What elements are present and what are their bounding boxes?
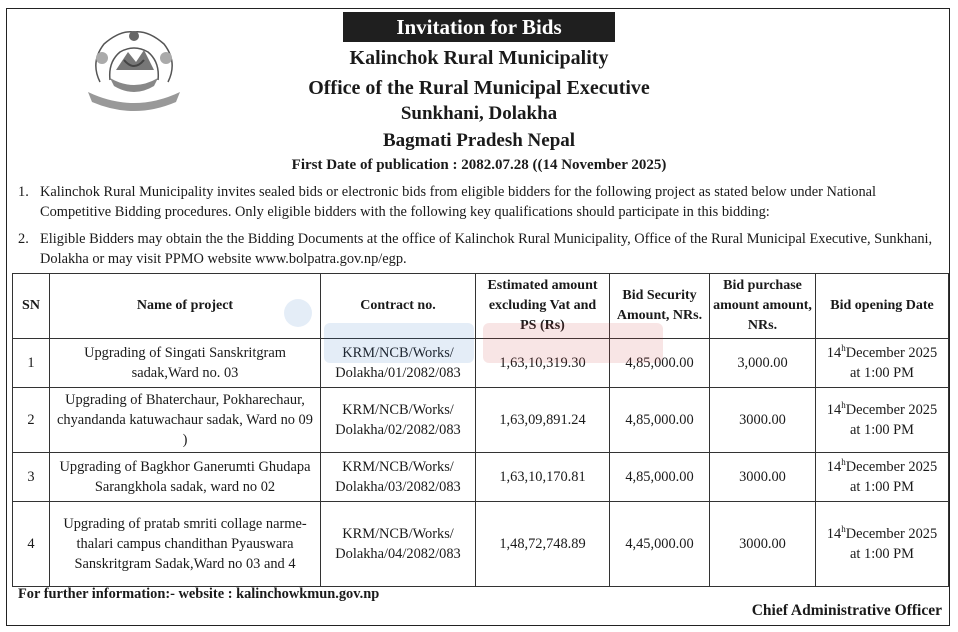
cell-project: Upgrading of Bhaterchaur, Pokharechaur, chyandanda katuwachaur sadak, Ward no 09 ) <box>50 388 321 453</box>
col-header-contract: Contract no. <box>321 274 476 339</box>
date-rest: December 2025 <box>845 459 938 475</box>
cell-opening-date <box>816 453 949 502</box>
date-suffix: h <box>841 400 846 411</box>
table-row <box>13 453 949 502</box>
paragraph-2 <box>14 229 944 269</box>
bids-table <box>12 273 949 587</box>
col-header-project: Name of project <box>50 274 321 339</box>
col-header-security: Bid Security Amount, NRs. <box>610 274 710 339</box>
cell-purchase: 3000.00 <box>710 502 816 587</box>
table-header-row <box>13 274 949 339</box>
paragraph-text: Eligible Bidders may obtain the the Bidding Documents at the office of Kalinchok Rural Municipality, Office of the Rural Municipal Executive, Sunkhani, Dolakha or may visit PPMO website www.bolpatra.gov.np/egp. <box>40 231 933 267</box>
date-rest: December 2025 <box>845 402 938 418</box>
date-day: 14 <box>826 402 842 418</box>
col-header-estimate: Estimated amount excluding Vat and PS (Rs) <box>476 274 610 339</box>
paragraph-1 <box>14 182 944 222</box>
cell-purchase: 3000.00 <box>710 453 816 502</box>
cell-contract: KRM/NCB/Works/ Dolakha/03/2082/083 <box>321 453 476 502</box>
cell-estimate: 1,63,10,319.30 <box>476 339 610 388</box>
col-header-opening-date: Bid opening Date <box>816 274 949 339</box>
further-info: For further information:- website : kalinchowkmun.gov.np <box>18 586 380 602</box>
date-day: 14 <box>826 459 842 475</box>
date-suffix: h <box>841 343 846 354</box>
cell-security: 4,85,000.00 <box>610 339 710 388</box>
date-suffix: h <box>841 457 846 468</box>
cell-project: Upgrading of Singati Sanskritgram sadak,Ward no. 03 <box>50 339 321 388</box>
cell-opening-date <box>816 339 949 388</box>
cell-estimate: 1,63,09,891.24 <box>476 388 610 453</box>
cell-opening-date <box>816 502 949 587</box>
office-name: Office of the Rural Municipal Executive <box>308 77 650 99</box>
cell-sn: 4 <box>13 502 50 587</box>
cell-project: Upgrading of pratab smriti collage narme-thalari campus chandithan Pyauswara Sanskritgram Sadak,Ward no 03 and 4 <box>50 502 321 587</box>
date-rest: December 2025 <box>845 345 938 361</box>
cell-security: 4,85,000.00 <box>610 388 710 453</box>
cell-purchase: 3000.00 <box>710 388 816 453</box>
cell-estimate: 1,63,10,170.81 <box>476 453 610 502</box>
cell-contract: KRM/NCB/Works/ Dolakha/02/2082/083 <box>321 388 476 453</box>
date-day: 14 <box>826 526 842 542</box>
paragraph-number: 1. <box>18 184 29 200</box>
table-row <box>13 388 949 453</box>
cell-purchase: 3,000.00 <box>710 339 816 388</box>
cell-estimate: 1,48,72,748.89 <box>476 502 610 587</box>
opening-time: at 1:00 PM <box>850 422 914 438</box>
table-row <box>13 502 949 587</box>
location-line: Sunkhani, Dolakha <box>400 103 558 124</box>
province-line: Bagmati Pradesh Nepal <box>382 130 576 151</box>
date-suffix: h <box>841 524 846 535</box>
municipality-name: Kalinchok Rural Municipality <box>349 47 609 69</box>
cell-sn: 1 <box>13 339 50 388</box>
cell-security: 4,85,000.00 <box>610 453 710 502</box>
cell-opening-date <box>816 388 949 453</box>
table-row <box>13 339 949 388</box>
opening-time: at 1:00 PM <box>850 546 914 562</box>
opening-time: at 1:00 PM <box>850 365 914 381</box>
col-header-purchase: Bid purchase amount amount, NRs. <box>710 274 816 339</box>
col-header-sn: SN <box>13 274 50 339</box>
cell-sn: 2 <box>13 388 50 453</box>
cell-project: Upgrading of Bagkhor Ganerumti Ghudapa Sarangkhola sadak, ward no 02 <box>50 453 321 502</box>
cell-contract: KRM/NCB/Works/ Dolakha/04/2082/083 <box>321 502 476 587</box>
banner-title: Invitation for Bids <box>343 12 615 42</box>
signature-title: Chief Administrative Officer <box>751 602 942 619</box>
cell-contract: KRM/NCB/Works/ Dolakha/01/2082/083 <box>321 339 476 388</box>
publication-date: First Date of publication : 2082.07.28 ((14 November 2025) <box>291 157 667 173</box>
paragraph-number: 2. <box>18 231 29 247</box>
paragraph-text: Kalinchok Rural Municipality invites sealed bids or electronic bids from eligible bidders for the following project as stated below under National Competitive Bidding procedures. Only eligible bidders with the following key qualifications should participate in this bidding: <box>40 184 877 220</box>
cell-sn: 3 <box>13 453 50 502</box>
opening-time: at 1:00 PM <box>850 479 914 495</box>
date-rest: December 2025 <box>845 526 938 542</box>
cell-security: 4,45,000.00 <box>610 502 710 587</box>
date-day: 14 <box>826 345 842 361</box>
